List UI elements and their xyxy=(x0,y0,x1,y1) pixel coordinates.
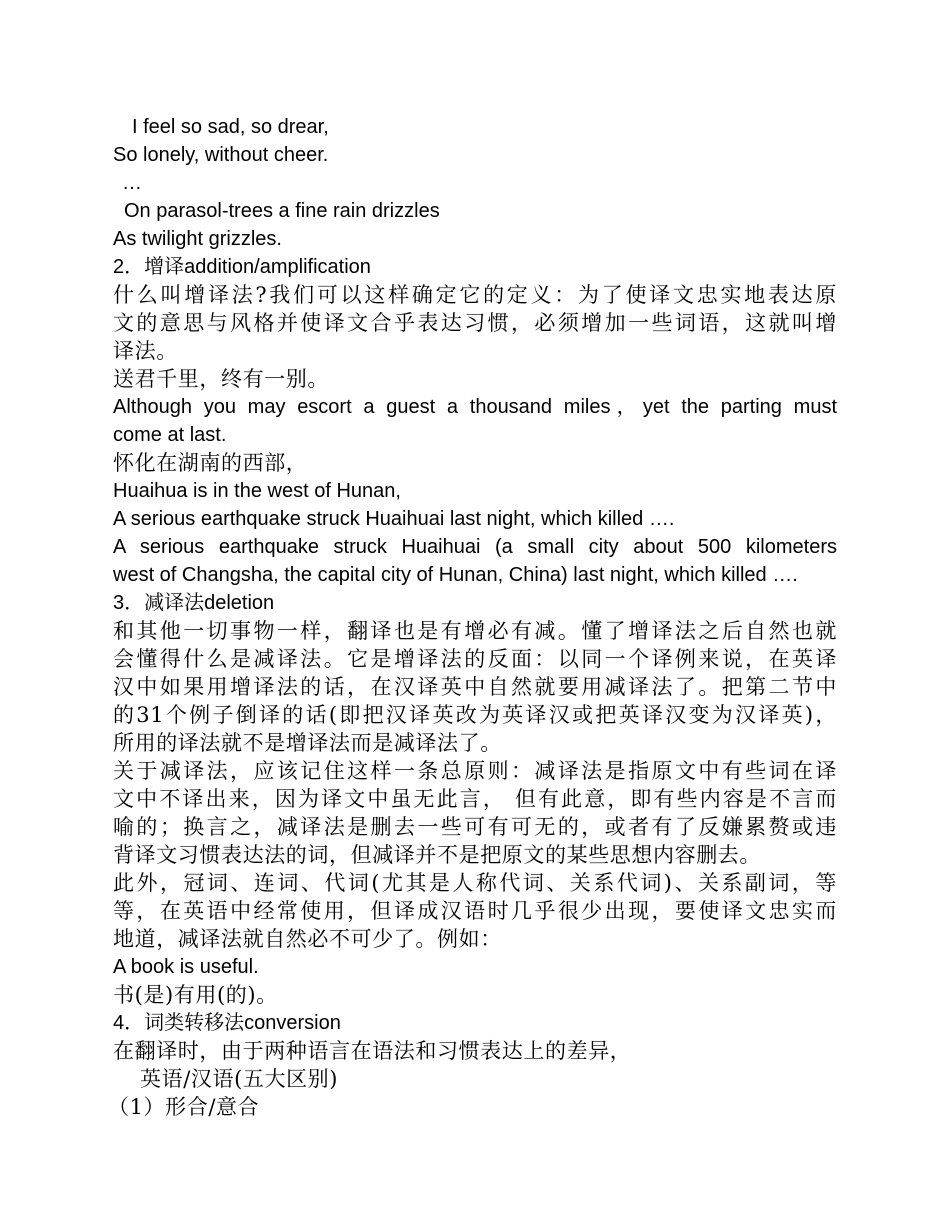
example-chinese: 书(是)有用(的)。 xyxy=(113,983,278,1007)
paragraph-line: 译法。 xyxy=(113,339,178,363)
paragraph-line: 文中不译出来，因为译文中虽无此言， 但有此意，即有些内容是不言而 xyxy=(113,787,837,811)
paragraph-line: 和其他一切事物一样，翻译也是有增必有减。懂了增译法之后自然也就 xyxy=(113,619,837,643)
paragraph-line: 英语/汉语(五大区别) xyxy=(140,1067,339,1091)
paragraph-line: 文的意思与风格并使译文合乎表达习惯，必须增加一些词语，这就叫增 xyxy=(113,311,837,335)
example-english: A serious earthquake struck Huaihuai last night, which killed …. xyxy=(113,508,675,530)
section-heading-conversion: 4．词类转移法conversion xyxy=(113,1012,341,1034)
paragraph-line: 此外，冠词、连词、代词(尤其是人称代词、关系代词)、关系副词，等 xyxy=(113,871,837,895)
example-english: Although you may escort a guest a thousand miles，yet the parting must xyxy=(113,396,837,418)
paragraph-line: 汉中如果用增译法的话，在汉译英中自然就要用减译法了。把第二节中 xyxy=(113,675,837,699)
ellipsis-line: … xyxy=(122,172,142,194)
list-item: （1）形合/意合 xyxy=(108,1095,260,1119)
paragraph-line: 的31个例子倒译的话(即把汉译英改为英译汉或把英译汉变为汉译英)， xyxy=(113,703,837,727)
example-english: A book is useful. xyxy=(113,956,259,978)
example-chinese: 怀化在湖南的西部， xyxy=(113,451,308,475)
paragraph-line: 所用的译法就不是增译法而是减译法了。 xyxy=(113,731,502,755)
poem-line-1: I feel so sad, so drear, xyxy=(132,116,329,138)
section-heading-addition: 2．增译addition/amplification xyxy=(113,256,371,278)
paragraph-line: 背译文习惯表达法的词，但减译并不是把原文的某些思想内容删去。 xyxy=(113,843,761,867)
poem-line-2: So lonely, without cheer. xyxy=(113,144,329,166)
example-english: A serious earthquake struck Huaihuai (a small city about 500 kilometers xyxy=(113,536,837,558)
paragraph-line: 喻的；换言之，减译法是删去一些可有可无的，或者有了反嫌累赘或违 xyxy=(113,815,837,839)
paragraph-line: 会懂得什么是减译法。它是增译法的反面：以同一个译例来说，在英译 xyxy=(113,647,837,671)
poem-line-4: As twilight grizzles. xyxy=(113,228,282,250)
section-heading-deletion: 3．减译法deletion xyxy=(113,592,275,614)
example-english: west of Changsha, the capital city of Hunan, China) last night, which killed …. xyxy=(113,564,798,586)
paragraph-line: 什么叫增译法?我们可以这样确定它的定义：为了使译文忠实地表达原 xyxy=(113,283,837,307)
example-english: Huaihua is in the west of Hunan, xyxy=(113,480,401,502)
example-english: come at last. xyxy=(113,424,227,446)
paragraph-line: 地道，减译法就自然必不可少了。例如： xyxy=(113,927,502,951)
example-chinese: 送君千里，终有一别。 xyxy=(113,367,329,391)
paragraph-line: 等，在英语中经常使用，但译成汉语时几乎很少出现，要使译文忠实而 xyxy=(113,899,837,923)
poem-line-3: On parasol-trees a fine rain drizzles xyxy=(124,200,440,222)
paragraph-line: 在翻译时，由于两种语言在语法和习惯表达上的差异， xyxy=(113,1039,632,1063)
paragraph-line: 关于减译法，应该记住这样一条总原则：减译法是指原文中有些词在译 xyxy=(113,759,837,783)
